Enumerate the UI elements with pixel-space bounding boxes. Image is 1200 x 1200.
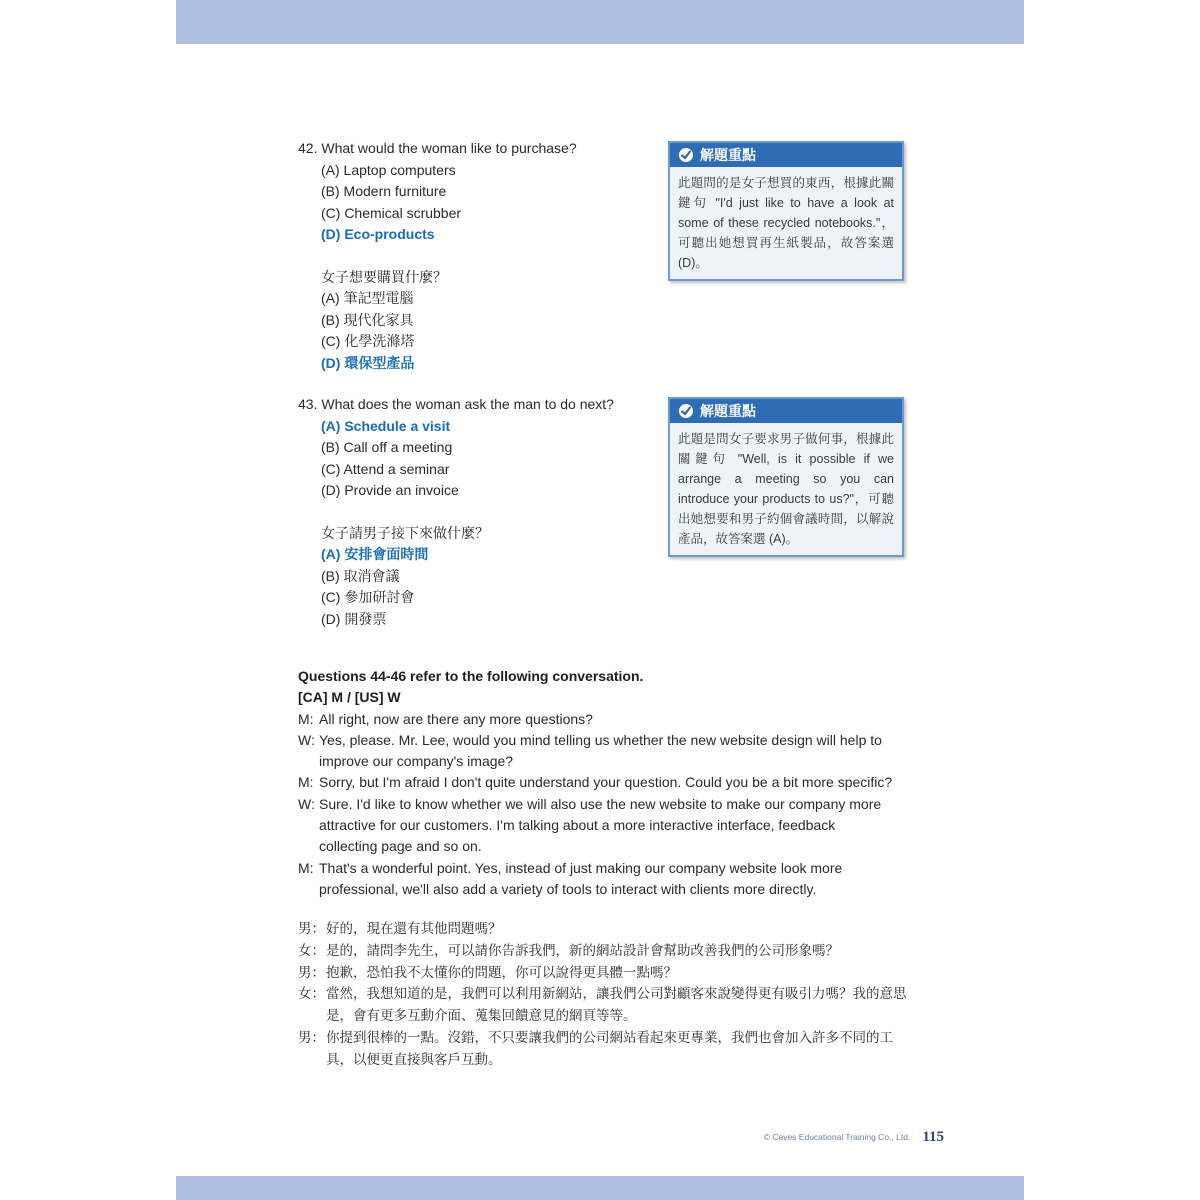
- conversation-speakers: [CA] M / [US] W: [298, 689, 401, 706]
- dialogue-text: Yes, please. Mr. Lee, would you mind telling us whether the new website design will help to improve our company's image?: [319, 731, 882, 770]
- checkmark-icon: [678, 147, 694, 163]
- tip-header: [670, 143, 902, 167]
- speaker-label: 女：: [298, 942, 325, 958]
- translation-line: [298, 940, 913, 962]
- translation-line: [298, 962, 913, 984]
- option-b: (B) Call off a meeting: [321, 439, 453, 455]
- dialogue-text: Sorry, but I'm afraid I don't quite understand your question. Could you be a bit more specific?: [319, 774, 893, 791]
- dialogue-text: Sure. I'd like to know whether we will also use the new website to make our company more attractive for our customers. I'm talking about a more interactive interface, feedback collecting page and so on.: [319, 795, 882, 855]
- zh-option-d: (D) 開發票: [321, 610, 387, 627]
- zh-option-a: (A) 筆記型電腦: [321, 290, 414, 306]
- question-43: [298, 394, 614, 630]
- speaker-label: 男：: [298, 1029, 325, 1045]
- zh-question-stem: 女子請男子接下來做什麼？: [321, 524, 489, 541]
- zh-option-d-correct: (D) 環保型產品: [321, 354, 415, 371]
- dialogue-text: That's a wonderful point. Yes, instead of just making our company website look more professional, we'll also add a variety of tools to interact with clients more directly.: [319, 859, 843, 897]
- copyright-text: © Caves Educational Training Co., Ltd.: [763, 1132, 911, 1142]
- tip-title: 解題重點: [700, 403, 756, 419]
- page-footer: [714, 1126, 944, 1148]
- zh-option-c: (C) 化學洗滌塔: [321, 333, 415, 349]
- tip-body: 此題問的是女子想買的東西，根據此關鍵句 "I'd just like to have a look at some of these recycled notebooks."，可聽出她想買再生紙製品，故答案選 (D)。: [678, 176, 894, 270]
- bottom-band: [176, 1176, 1024, 1200]
- speaker-label: M:: [298, 774, 314, 791]
- tip-box-42: [668, 141, 904, 281]
- checkmark-icon: [678, 403, 694, 419]
- translation-line: [298, 983, 913, 1027]
- speaker-label: M:: [298, 710, 314, 727]
- dialogue-line: [298, 709, 918, 730]
- translation-text: 好的，現在還有其他問題嗎？: [326, 921, 502, 936]
- dialogue-line: [298, 772, 918, 793]
- option-a: (A) Laptop computers: [321, 161, 456, 178]
- speaker-label: M:: [298, 859, 314, 876]
- translation-line: [298, 918, 913, 940]
- top-band: [176, 0, 1024, 44]
- dialogue-line: [298, 794, 918, 858]
- page: [176, 0, 1024, 1200]
- translation-text: 抱歉，恐怕我不太懂你的問題，你可以說得更具體一點嗎？: [326, 964, 677, 980]
- option-c: (C) Attend a seminar: [321, 460, 450, 477]
- option-d-correct: (D) Eco-products: [321, 226, 435, 242]
- speaker-label: W:: [298, 731, 315, 748]
- conversation-translation: [298, 918, 913, 1071]
- question-stem: 42. What would the woman like to purchase?: [298, 140, 577, 156]
- translation-line: [298, 1027, 913, 1071]
- speaker-label: 男：: [298, 921, 325, 936]
- translation-text: 你提到很棒的一點。沒錯，不只要讓我們的公司網站看起來更專業，我們也會加入許多不同的工具，以便更直接與客戶互動。: [326, 1029, 893, 1067]
- translation-text: 當然，我想知道的是，我們可以利用新網站，讓我們公司對顧客來說變得更有吸引力嗎？我的意思是，會有更多互動介面、蒐集回饋意見的網頁等等。: [326, 986, 907, 1024]
- zh-option-a-correct: (A) 安排會面時間: [321, 546, 429, 562]
- question-42: [298, 138, 577, 374]
- translation-text: 是的，請問李先生，可以請你告訴我們，新的網站設計會幫助改善我們的公司形象嗎？: [326, 942, 839, 958]
- question-stem: 43. What does the woman ask the man to do next?: [298, 396, 614, 412]
- zh-question-stem: 女子想要購買什麼？: [321, 268, 447, 285]
- zh-option-b: (B) 取消會議: [321, 567, 400, 584]
- dialogue-text: All right, now are there any more questions?: [319, 710, 593, 727]
- option-a-correct: (A) Schedule a visit: [321, 417, 451, 434]
- zh-option-c: (C) 參加研討會: [321, 589, 415, 605]
- speaker-label: W:: [298, 795, 315, 812]
- tip-title: 解題重點: [700, 147, 756, 163]
- tip-box-43: [668, 397, 904, 557]
- conversation-header: Questions 44-46 refer to the following conversation.: [298, 668, 644, 684]
- option-c: (C) Chemical scrubber: [321, 204, 462, 221]
- tip-header: [670, 399, 902, 423]
- tip-body: 此題是問女子要求男子做何事，根據此關鍵句 "Well, is it possible if we arrange a meeting so you can introduce your products to us?"，可聽出她想要和男子約個會議時間，以解說產品，故答案選 (A)。: [678, 432, 894, 546]
- speaker-label: 男：: [298, 964, 325, 980]
- dialogue-line: [298, 858, 918, 901]
- option-b: (B) Modern furniture: [321, 183, 447, 199]
- option-d: (D) Provide an invoice: [321, 482, 459, 498]
- dialogue-line: [298, 730, 918, 773]
- conversation: [298, 666, 918, 900]
- speaker-label: 女：: [298, 986, 325, 1002]
- zh-option-b: (B) 現代化家具: [321, 311, 414, 328]
- page-number: 115: [922, 1128, 944, 1145]
